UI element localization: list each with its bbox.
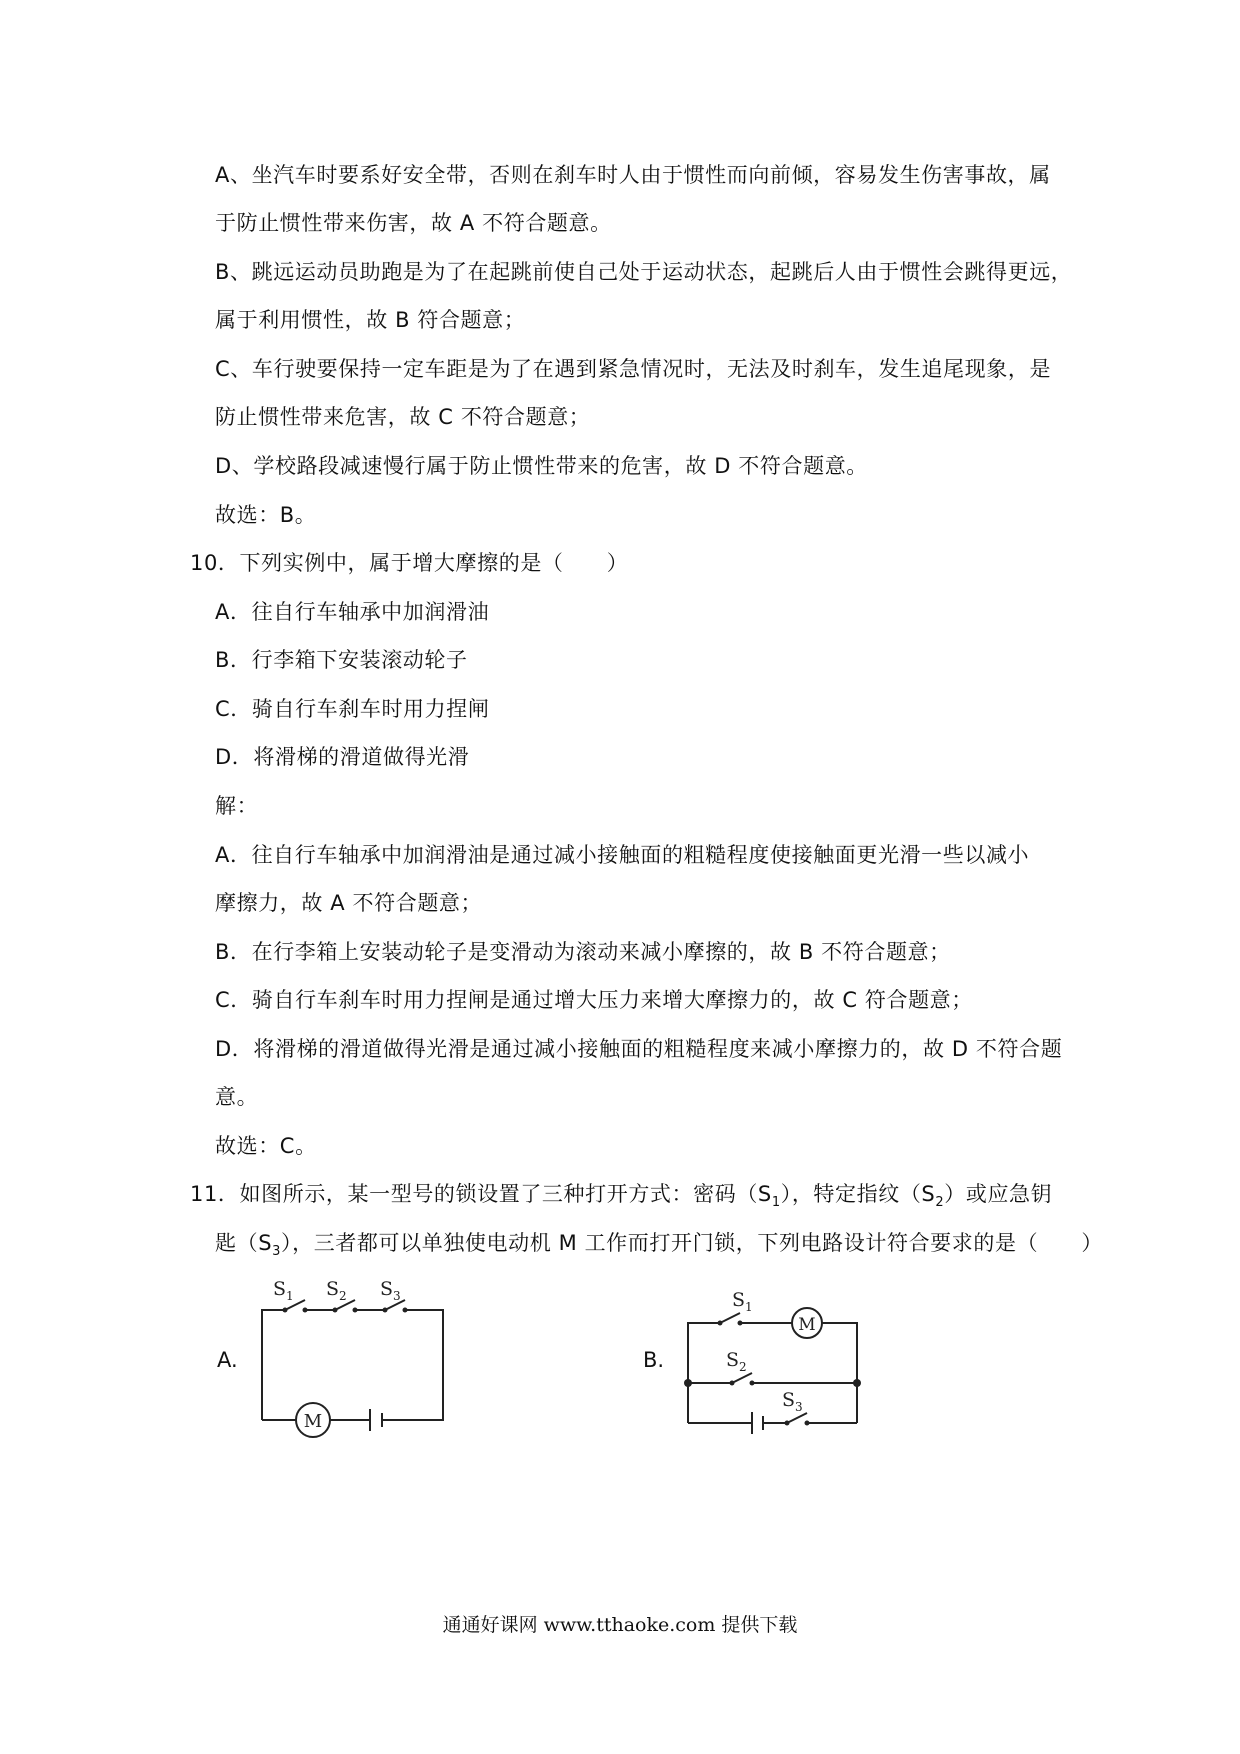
text-line: A．往自行车轴承中加润滑油是通过减小接触面的粗糙程度使接触面更光滑一些以减小: [215, 843, 1030, 867]
text-line: A、坐汽车时要系好安全带，否则在刹车时人由于惯性而向前倾，容易发生伤害事故，属: [215, 163, 1051, 187]
motor-label: M: [303, 1411, 323, 1432]
solution-label: 解：: [215, 794, 259, 818]
text-line: 意。: [215, 1085, 259, 1109]
switch-label-s1: $S_1$: [273, 1280, 294, 1303]
text-line: 摩擦力，故 A 不符合题意；: [215, 891, 483, 915]
switch-label-s3: $S_3$: [380, 1280, 401, 1303]
option-b-label: B.: [643, 1348, 665, 1372]
switch-label-s1: $S_1$: [732, 1289, 753, 1314]
option-a: A．往自行车轴承中加润滑油: [215, 600, 490, 624]
option-b: B．行李箱下安装滚动轮子: [215, 648, 468, 672]
circuit-b-diagram: [670, 1280, 870, 1455]
switch-label-s2: $S_2$: [326, 1280, 347, 1303]
text-line: B、跳远运动员助跑是为了在起跳前使自己处于运动状态，起跳后人由于惯性会跳得更远，: [215, 260, 1073, 284]
text-line: 属于利用惯性，故 B 符合题意；: [215, 308, 526, 332]
motor-label: M: [798, 1315, 816, 1335]
text-line: D、学校路段减速慢行属于防止惯性带来的危害，故 D 不符合题意。: [215, 454, 868, 478]
footer-text: 通通好课网 www.tthaoke.com 提供下载: [442, 1614, 798, 1636]
text-line: C．骑自行车刹车时用力捏闸是通过增大压力来增大摩擦力的，故 C 符合题意；: [215, 988, 973, 1012]
option-d: D．将滑梯的滑道做得光滑: [215, 745, 470, 769]
text-line: 故选：C。: [215, 1134, 317, 1158]
question-11-line1: 11．如图所示，某一型号的锁设置了三种打开方式：密码$(S_1)$，特定指纹$(S_2)$或应急钥: [190, 1182, 1053, 1211]
text-line: C、车行驶要保持一定车距是为了在遇到紧急情况时，无法及时刹车，发生追尾现象，是: [215, 357, 1052, 381]
circuit-a-diagram: [240, 1280, 460, 1455]
text-line: B．在行李箱上安装动轮子是变滑动为滚动来减小摩擦的，故 B 不符合题意；: [215, 940, 951, 964]
question-10: 10．下列实例中，属于增大摩擦的是（ ）: [190, 551, 629, 575]
option-c: C．骑自行车刹车时用力捏闸: [215, 697, 490, 721]
text-line: D．将滑梯的滑道做得光滑是通过减小接触面的粗糙程度来减小摩擦力的，故 D 不符合题: [215, 1037, 1063, 1061]
option-a-label: A.: [217, 1348, 238, 1372]
text-line: 于防止惯性带来伤害，故 A 不符合题意。: [215, 211, 612, 235]
text-line: 故选：B。: [215, 503, 317, 527]
text-line: 防止惯性带来危害，故 C 不符合题意；: [215, 405, 591, 429]
switch-label-s2: $S_2$: [726, 1349, 747, 1374]
switch-label-s3: $S_3$: [782, 1389, 803, 1414]
question-11-line2: 匙$(S_3)$，三者都可以单独使电动机 M 工作而打开门锁，下列电路设计符合要求的是（ ）: [215, 1231, 1103, 1260]
